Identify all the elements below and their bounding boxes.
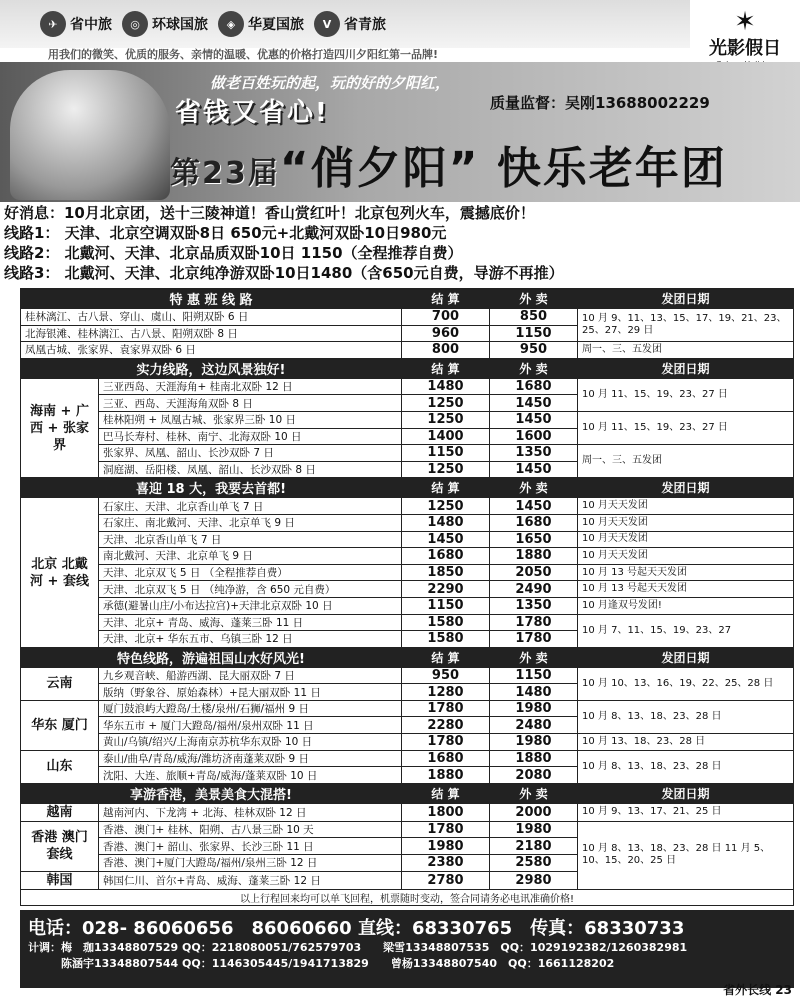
sell-price: 1780 xyxy=(490,631,578,648)
route-name: 洞庭湖、岳阳楼、凤凰、韶山、长沙双卧 8 日 xyxy=(99,461,402,478)
sell-price: 1450 xyxy=(490,461,578,478)
departure-dates: 10 月天天发团 xyxy=(578,548,794,565)
settle-price: 1780 xyxy=(402,821,490,838)
settle-price: 1800 xyxy=(402,803,490,821)
sell-price: 1480 xyxy=(490,684,578,701)
sell-price: 1450 xyxy=(490,395,578,412)
settle-price: 1580 xyxy=(402,614,490,631)
departure-dates: 10 月 11、15、19、23、27 日 xyxy=(578,378,794,411)
sell-price: 1450 xyxy=(490,411,578,428)
col-sell: 外 卖 xyxy=(490,783,578,803)
settle-price: 960 xyxy=(402,325,490,342)
region-label: 香港 澳门 套线 xyxy=(21,821,99,871)
sell-price: 2490 xyxy=(490,581,578,598)
settle-price: 1850 xyxy=(402,564,490,581)
region-label: 越南 xyxy=(21,803,99,821)
sell-price: 1980 xyxy=(490,734,578,751)
region-label: 云南 xyxy=(21,667,99,700)
route-name: 泰山/曲阜/青岛/威海/潍坊济南蓬莱双卧 9 日 xyxy=(99,750,402,767)
route-name: 南北戴河、天津、北京单飞 9 日 xyxy=(99,548,402,565)
table-row xyxy=(21,445,794,462)
col-date: 发团日期 xyxy=(578,478,794,498)
table-row xyxy=(21,564,794,581)
region-label: 海南 + 广西 + 张家界 xyxy=(21,378,99,478)
col-settle: 结 算 xyxy=(402,478,490,498)
sell-price: 1680 xyxy=(490,514,578,531)
route-name: 韩国仁川、首尔+青岛、威海、蓬莱三卧 12 日 xyxy=(99,871,402,889)
settle-price: 1150 xyxy=(402,445,490,462)
route-name: 香港、澳门+厦门大蹬岛/福州/泉州三卧 12 日 xyxy=(99,855,402,872)
departure-dates: 10 月 10、13、16、19、22、25、28 日 xyxy=(578,667,794,700)
table-row xyxy=(21,498,794,515)
sell-price: 1350 xyxy=(490,445,578,462)
route-name: 沈阳、大连、旅顺+青岛/威海/蓬莱双卧 10 日 xyxy=(99,767,402,784)
section-header xyxy=(21,647,794,667)
departure-dates: 10 月 11、15、19、23、27 日 xyxy=(578,411,794,444)
settle-price: 700 xyxy=(402,309,490,326)
route-name: 天津、北京双飞 5 日 （全程推荐自费） xyxy=(99,564,402,581)
page-number: 省外长线 23 xyxy=(723,983,792,997)
departure-dates: 10 月 13 号起天天发团 xyxy=(578,581,794,598)
logo-1: ✈ 省中旅 xyxy=(40,11,112,37)
settle-price: 950 xyxy=(402,667,490,684)
sell-price: 2480 xyxy=(490,717,578,734)
slogan: 用我们的微笑、优质的服务、亲情的温暖、优惠的价格打造四川夕阳红第一品牌! xyxy=(48,48,439,61)
sell-price: 1350 xyxy=(490,597,578,614)
section-header xyxy=(21,783,794,803)
settle-price: 1680 xyxy=(402,750,490,767)
settle-price: 1880 xyxy=(402,767,490,784)
settle-price: 2780 xyxy=(402,871,490,889)
logo-2-icon: ◎ xyxy=(122,11,148,37)
route-name: 三亚、西岛、天涯海角双卧 8 日 xyxy=(99,395,402,412)
settle-price: 800 xyxy=(402,342,490,359)
settle-price: 2290 xyxy=(402,581,490,598)
sell-price: 2080 xyxy=(490,767,578,784)
footnote: 以上行程回来均可以单飞回程，机票随时变动，签合同请务必电讯准确价格! xyxy=(21,889,794,906)
settle-price: 1980 xyxy=(402,838,490,855)
sell-price: 1980 xyxy=(490,821,578,838)
sell-price: 850 xyxy=(490,309,578,326)
region-label: 韩国 xyxy=(21,871,99,889)
table-row xyxy=(21,548,794,565)
main-title: 第23届“俏夕阳” 快乐老年团 xyxy=(170,143,727,194)
settle-price: 1280 xyxy=(402,684,490,701)
contact-block xyxy=(20,910,794,988)
col-sell: 外 卖 xyxy=(490,289,578,309)
route-name: 三亚西岛、天涯海角+ 桂南北双卧 12 日 xyxy=(99,378,402,395)
logo-2: ◎ 环球国旅 xyxy=(122,11,208,37)
logo-3-icon: ◈ xyxy=(218,11,244,37)
sell-price: 1880 xyxy=(490,750,578,767)
news-line: 线路1： 天津、北京空调双卧8日 650元+北戴河双卧10日980元 xyxy=(4,224,447,242)
route-name: 黄山/乌镇/绍兴/上海南京苏杭华东双卧 10 日 xyxy=(99,734,402,751)
route-name: 香港、澳门+ 韶山、张家界、长沙三卧 11 日 xyxy=(99,838,402,855)
phone-line: 电话：028- 86060656 86060660 直线：68330765 传真：68330733 xyxy=(28,918,685,939)
col-settle: 结 算 xyxy=(402,647,490,667)
table-row xyxy=(21,514,794,531)
table-row xyxy=(21,309,794,326)
logo-bar xyxy=(0,0,800,48)
table-row xyxy=(21,750,794,767)
section-title: 享游香港，美景美食大混搭! xyxy=(21,783,402,803)
settle-price: 1580 xyxy=(402,631,490,648)
sell-price: 2980 xyxy=(490,871,578,889)
route-name: 厦门鼓浪屿大蹬岛/土楼/泉州/石狮/福州 9 日 xyxy=(99,700,402,717)
contact-line: 计调：梅 珈13348807529 QQ：2218080051/762579703 梁雪13348807535 QQ：1029192382/1260382981 xyxy=(28,941,688,954)
sell-price: 1880 xyxy=(490,548,578,565)
departure-dates: 10 月天天发团 xyxy=(578,514,794,531)
save-slogan: 省钱又省心! xyxy=(175,98,329,128)
route-name: 华东五市 + 厦门大蹬岛/福州/泉州双卧 11 日 xyxy=(99,717,402,734)
news-line: 好消息：10月北京团，送十三陵神道！香山赏红叶！北京包列火车，震撼底价！ xyxy=(4,204,535,222)
news-line: 线路2： 北戴河、天津、北京品质双卧10日 1150（全程推荐自费） xyxy=(4,244,463,262)
departure-dates: 10 月天天发团 xyxy=(578,531,794,548)
sell-price: 1680 xyxy=(490,378,578,395)
sell-price: 1150 xyxy=(490,325,578,342)
settle-price: 1150 xyxy=(402,597,490,614)
table-row xyxy=(21,581,794,598)
settle-price: 1450 xyxy=(402,531,490,548)
table-row xyxy=(21,531,794,548)
tour-price-table xyxy=(20,288,794,906)
sell-price: 1650 xyxy=(490,531,578,548)
route-name: 天津、北京+ 青岛、威海、蓬莱三卧 11 日 xyxy=(99,614,402,631)
departure-dates: 10 月 13 号起天天发团 xyxy=(578,564,794,581)
table-row xyxy=(21,667,794,684)
departure-dates: 10 月 8、13、18、23、28 日 11 月 5、10、15、20、25 日 xyxy=(578,821,794,889)
logo-1-icon: ✈ xyxy=(40,11,66,37)
section-title: 喜迎 18 大，我要去首都! xyxy=(21,478,402,498)
departure-dates: 10 月天天发团 xyxy=(578,498,794,515)
route-name: 承德(避暑山庄/小布达拉宫)+天津北京双卧 10 日 xyxy=(99,597,402,614)
settle-price: 1780 xyxy=(402,734,490,751)
route-name: 巴马长寿村、桂林、南宁、北海双卧 10 日 xyxy=(99,428,402,445)
settle-price: 1480 xyxy=(402,514,490,531)
col-date: 发团日期 xyxy=(578,783,794,803)
table-row xyxy=(21,342,794,359)
settle-price: 2280 xyxy=(402,717,490,734)
route-name: 九乡观音峡、船游西湖、昆大丽双卧 7 日 xyxy=(99,667,402,684)
sell-price: 2180 xyxy=(490,838,578,855)
route-name: 桂林阳朔 + 凤凰古城、张家界三卧 10 日 xyxy=(99,411,402,428)
settle-price: 1250 xyxy=(402,411,490,428)
departure-dates: 周一、三、五发团 xyxy=(578,342,794,359)
sell-price: 1980 xyxy=(490,700,578,717)
settle-price: 1480 xyxy=(402,378,490,395)
settle-price: 1780 xyxy=(402,700,490,717)
departure-dates: 10 月 8、13、18、23、28 日 xyxy=(578,750,794,783)
col-date: 发团日期 xyxy=(578,358,794,378)
col-settle: 结 算 xyxy=(402,358,490,378)
col-sell: 外 卖 xyxy=(490,647,578,667)
settle-price: 1250 xyxy=(402,395,490,412)
quality-supervisor: 质量监督：吴刚13688002229 xyxy=(490,94,710,112)
table-row xyxy=(21,378,794,395)
col-sell: 外 卖 xyxy=(490,358,578,378)
sell-price: 2580 xyxy=(490,855,578,872)
elderly-couple-photo xyxy=(10,70,170,200)
route-name: 凤凰古城、张家界、袁家界双卧 6 日 xyxy=(21,342,402,359)
star-person-icon: ✶ xyxy=(734,6,756,37)
route-name: 版纳（野象谷、原始森林）+昆大丽双卧 11 日 xyxy=(99,684,402,701)
logo-4-icon: V xyxy=(314,11,340,37)
settle-price: 1680 xyxy=(402,548,490,565)
section-header xyxy=(21,478,794,498)
sell-price: 2050 xyxy=(490,564,578,581)
news-block xyxy=(4,203,794,283)
table-row xyxy=(21,803,794,821)
settle-price: 1250 xyxy=(402,498,490,515)
sell-price: 1450 xyxy=(490,498,578,515)
col-settle: 结 算 xyxy=(402,783,490,803)
route-name: 张家界、凤凰、韶山、长沙双卧 7 日 xyxy=(99,445,402,462)
sell-price: 1600 xyxy=(490,428,578,445)
settle-price: 1400 xyxy=(402,428,490,445)
route-name: 天津、北京+ 华东五市、乌镇三卧 12 日 xyxy=(99,631,402,648)
group-logo: ✶ 光影假日 xyxy=(690,0,800,78)
table-row xyxy=(21,821,794,838)
region-label: 山东 xyxy=(21,750,99,783)
settle-price: 1250 xyxy=(402,461,490,478)
hero-banner xyxy=(0,62,800,202)
departure-dates: 10 月逢双号发团! xyxy=(578,597,794,614)
section-title: 特 惠 班 线 路 xyxy=(21,289,402,309)
section-title: 实力线路，这边风景独好! xyxy=(21,358,402,378)
departure-dates: 10 月 13、18、23、28 日 xyxy=(578,734,794,751)
table-row xyxy=(21,614,794,631)
region-label: 华东 厦门 xyxy=(21,700,99,750)
departure-dates: 周一、三、五发团 xyxy=(578,445,794,478)
departure-dates: 10 月 9、13、17、21、25 日 xyxy=(578,803,794,821)
departure-dates: 10 月 7、11、15、19、23、27 xyxy=(578,614,794,647)
departure-dates: 10 月 9、11、13、15、17、19、21、23、25、27、29 日 xyxy=(578,309,794,342)
table-row xyxy=(21,411,794,428)
section-header xyxy=(21,289,794,309)
section-title: 特色线路，游遍祖国山水好风光! xyxy=(21,647,402,667)
col-date: 发团日期 xyxy=(578,647,794,667)
route-name: 石家庄、南北戴河、天津、北京单飞 9 日 xyxy=(99,514,402,531)
col-date: 发团日期 xyxy=(578,289,794,309)
col-settle: 结 算 xyxy=(402,289,490,309)
table-row xyxy=(21,700,794,717)
route-name: 天津、北京双飞 5 日 （纯净游，含 650 元自费） xyxy=(99,581,402,598)
contact-line: 陈涵宇13348807544 QQ：1146305445/1941713829 曾杨13348807540 QQ：1661128202 xyxy=(28,957,615,970)
route-name: 石家庄、天津、北京香山单飞 7 日 xyxy=(99,498,402,515)
departure-dates: 10 月 8、13、18、23、28 日 xyxy=(578,700,794,733)
news-line: 线路3： 北戴河、天津、北京纯净游双卧10日1480（含650元自费，导游不再推） xyxy=(4,264,564,282)
section-header xyxy=(21,358,794,378)
table-row xyxy=(21,597,794,614)
route-name: 香港、澳门+ 桂林、阳朔、古八景三卧 10 天 xyxy=(99,821,402,838)
sell-price: 1150 xyxy=(490,667,578,684)
tagline: 做老百姓玩的起，玩的好的夕阳红， xyxy=(210,74,451,92)
table-row xyxy=(21,734,794,751)
logo-3: ◈ 华夏国旅 xyxy=(218,11,304,37)
settle-price: 2380 xyxy=(402,855,490,872)
route-name: 越南河内、下龙湾 + 北海、桂林双卧 12 日 xyxy=(99,803,402,821)
route-name: 北海银滩、桂林漓江、古八景、阳朔双卧 8 日 xyxy=(21,325,402,342)
sell-price: 1780 xyxy=(490,614,578,631)
sell-price: 2000 xyxy=(490,803,578,821)
route-name: 桂林漓江、古八景、穿山、虞山、阳朔双卧 6 日 xyxy=(21,309,402,326)
col-sell: 外 卖 xyxy=(490,478,578,498)
sell-price: 950 xyxy=(490,342,578,359)
logo-4: V 省青旅 xyxy=(314,11,386,37)
region-label: 北京 北戴河 + 套线 xyxy=(21,498,99,647)
route-name: 天津、北京香山单飞 7 日 xyxy=(99,531,402,548)
